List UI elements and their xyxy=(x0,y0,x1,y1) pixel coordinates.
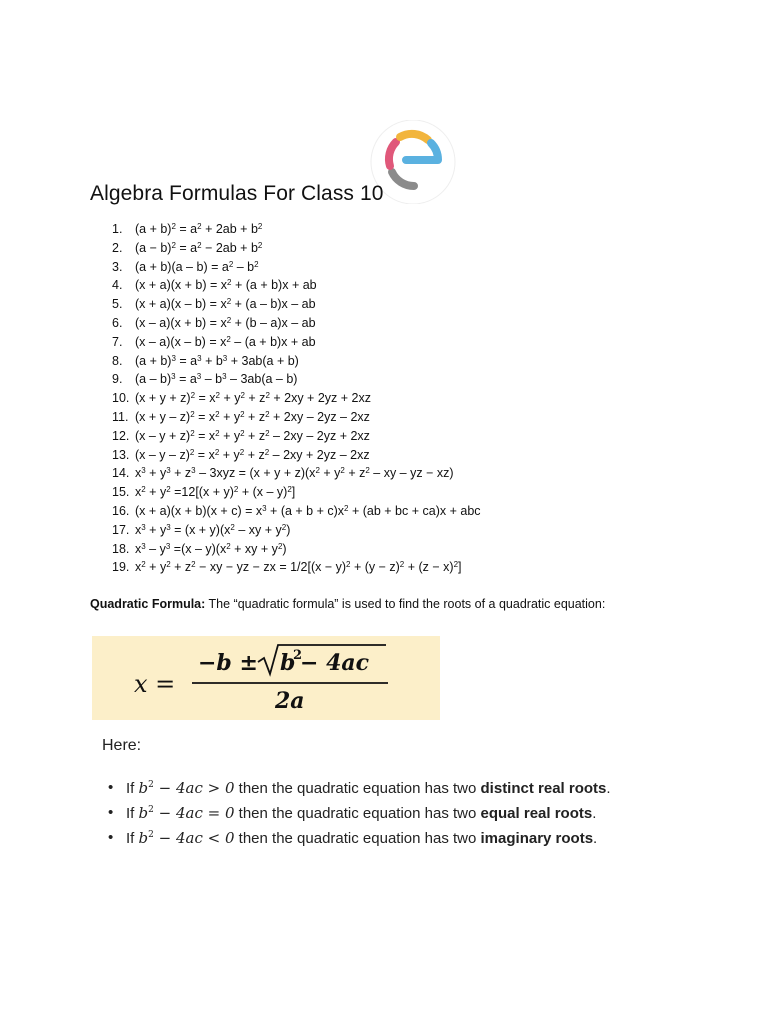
formula-text: $(x + a)(x + b) = x^2 + (a + b)x$ + ab xyxy=(135,278,317,293)
formula-radicand-rest: − 4ac xyxy=(300,650,370,676)
formula-item xyxy=(112,389,481,408)
condition-item xyxy=(108,801,611,826)
formula-text: $(x + a)(x - b) = x^2 + (a - b)x$ – ab xyxy=(135,297,316,312)
formula-text: $x^2 + y^2 =12[(x + y)^2 + (x - y)^2]$ xyxy=(135,485,296,500)
formula-item xyxy=(112,295,481,314)
formula-number: 8. xyxy=(112,353,123,368)
condition-text: then the quadratic equation has two xyxy=(234,780,481,797)
formula-text: $(a + b)^3 = a^3 + b^3 + 3ab(a + b)$ xyxy=(135,353,299,368)
condition-item xyxy=(108,776,611,801)
formula-text: $(a - b)^2 = a^2 - 2ab + b^2$ xyxy=(135,240,263,255)
formula-item xyxy=(112,558,481,577)
formula-lhs: x = xyxy=(134,670,176,698)
formula-item xyxy=(112,483,481,502)
formula-number: 11. xyxy=(112,409,129,424)
formula-text: $(a + b)(a - b) = a^2 - b^2$ xyxy=(135,259,259,274)
bullet-icon: • xyxy=(108,779,114,796)
formula-item xyxy=(112,502,481,521)
condition-math: $b^2 - 4ac = 0$ xyxy=(138,804,235,822)
formula-item xyxy=(112,276,481,295)
formula-number: 18. xyxy=(112,541,130,556)
formula-number: 14. xyxy=(112,466,130,481)
formula-item xyxy=(112,333,481,352)
formula-item xyxy=(112,521,481,540)
formula-number: 4. xyxy=(112,278,123,293)
formula-text: $(x + a)(x + b)(x + c) = x^3 + (a + b + c)x^2 + (ab$ + bc + ca)x + abc xyxy=(135,503,481,518)
formula-text: $(x - y - z)^2 = x^2 + y^2 + z^2 - 2xy + 2yz - 2xz$ xyxy=(135,447,370,462)
condition-text: then the quadratic equation has two xyxy=(234,805,481,822)
formula-item xyxy=(112,370,481,389)
formula-number: 7. xyxy=(112,334,123,349)
formula-text: $(x - a)(x - b) = x^2 - (a + b)x$ + ab xyxy=(135,334,316,349)
condition-math: $b^2 - 4ac < 0$ xyxy=(138,829,235,847)
formula-text: $x^3 - y^3 =(x - y)(x^2$ + xy + $y^2$) xyxy=(135,541,287,556)
bullet-icon: • xyxy=(108,804,114,821)
formula-item xyxy=(112,464,481,483)
formula-text: $x^3 + y^3 + z^3 - 3xyz = (x + y + z)(x^2 + y^2 + z^2$ – xy – yz − xz) xyxy=(135,466,454,481)
quadratic-formula-intro xyxy=(90,597,605,611)
formula-number: 13. xyxy=(112,447,130,462)
formula-text: $x^3 + y^3 = (x + y)(x^2$ – xy + $y^2$) xyxy=(135,522,291,537)
formula-number: 1. xyxy=(112,222,123,236)
formula-number: 3. xyxy=(112,259,123,274)
quadratic-formula-label: Quadratic Formula: xyxy=(90,597,206,611)
condition-if: If xyxy=(126,780,139,797)
condition-period: . xyxy=(606,780,611,797)
formula-text: $(x - y + z)^2 = x^2 + y^2 + z^2 - 2xy - 2yz + 2xz$ xyxy=(135,428,370,443)
condition-if: If xyxy=(126,830,139,847)
formula-number: 9. xyxy=(112,372,123,387)
formula-item xyxy=(112,408,481,427)
formula-radicand-exponent: 2 xyxy=(293,648,303,663)
condition-period: . xyxy=(592,805,597,822)
bullet-icon: • xyxy=(108,829,114,846)
formula-item xyxy=(112,220,481,239)
conditions-list xyxy=(108,776,611,851)
formula-number: 19. xyxy=(112,560,130,575)
formula-radicand-base: b xyxy=(280,650,296,676)
formula-number: 5. xyxy=(112,297,123,312)
condition-item xyxy=(108,826,611,851)
formula-text: $(x - a)(x + b) = x^2 + (b - a)x$ – ab xyxy=(135,315,316,330)
formula-item xyxy=(112,352,481,371)
condition-period: . xyxy=(593,830,598,847)
formula-item xyxy=(112,427,481,446)
formula-number: 2. xyxy=(112,240,123,255)
formula-item xyxy=(112,540,481,559)
quadratic-formula-box xyxy=(92,636,440,720)
formula-text: $x^2 + y^2 + z^2$ − xy − yz − zx = $1/2[(x - y)^2 + (y - z)^2 + (z - x)^2]$ xyxy=(135,560,462,575)
formula-list xyxy=(112,220,481,577)
formula-item xyxy=(112,239,481,258)
formula-text: $(x + y - z)^2 = x^2 + y^2 + z^2 + 2xy - 2yz - 2xz$ xyxy=(135,409,370,424)
formula-numerator: −b ± xyxy=(198,650,258,676)
formula-number: 17. xyxy=(112,522,130,537)
condition-result: equal real roots xyxy=(480,805,593,822)
formula-number: 10. xyxy=(112,391,130,406)
formula-item xyxy=(112,446,481,465)
formula-item xyxy=(112,258,481,277)
formula-number: 15. xyxy=(112,485,130,500)
quadratic-formula-text: The “quadratic formula” is used to find the roots of a quadratic equation: xyxy=(205,597,606,611)
here-label: Here: xyxy=(102,737,142,754)
page-title: Algebra Formulas For Class 10 xyxy=(90,182,384,205)
condition-result: distinct real roots xyxy=(480,780,607,797)
formula-text: $(a + b)^2 = a^2 + 2ab + b^2$ xyxy=(135,222,263,236)
quadratic-formula-graphic xyxy=(92,636,440,720)
formula-text: $(x + y + z)^2 = x^2 + y^2 + z^2 + 2xy + 2yz + 2xz$ xyxy=(135,391,371,406)
formula-denominator: 2a xyxy=(275,688,305,714)
condition-math: $b^2 - 4ac > 0$ xyxy=(138,779,235,797)
condition-if: If xyxy=(126,805,139,822)
condition-text: then the quadratic equation has two xyxy=(234,830,481,847)
condition-result: imaginary roots xyxy=(480,830,594,847)
formula-number: 6. xyxy=(112,315,123,330)
formula-text: $(a - b)^3 = a^3 - b^3 - 3ab(a - b)$ xyxy=(135,372,298,387)
formula-number: 12. xyxy=(112,428,130,443)
formula-number: 16. xyxy=(112,503,130,518)
formula-item xyxy=(112,314,481,333)
